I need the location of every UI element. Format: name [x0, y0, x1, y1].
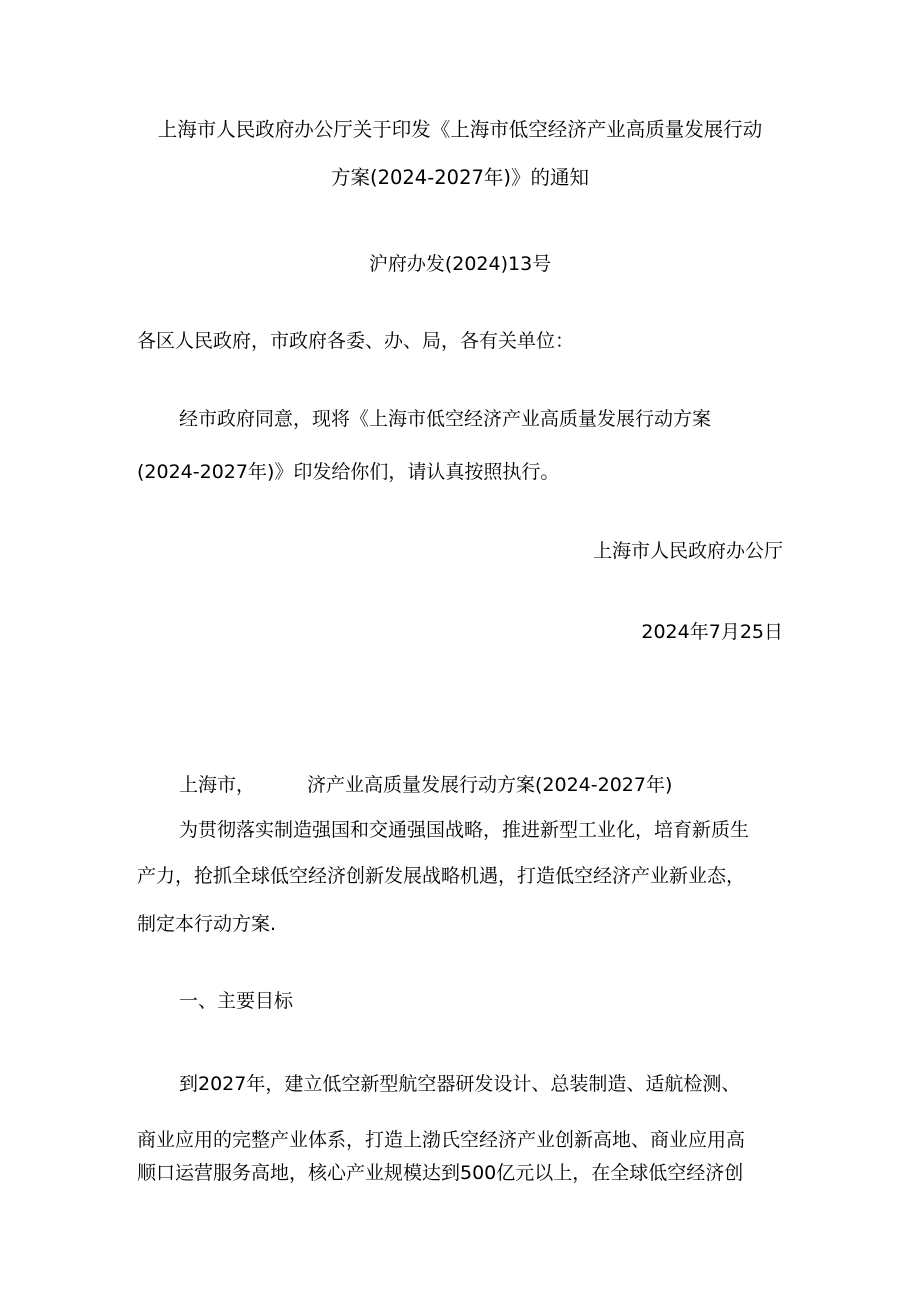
notice-title-line-1: 上海市人民政府办公厅关于印发《上海市低空经济产业高质量发展行动: [157, 118, 763, 141]
plan-intro-line-1: 为贯彻落实制造强国和交通强国战略，推进新型工业化，培育新质生: [179, 819, 750, 841]
document-number: 沪府办发(2024)13号: [368, 253, 552, 275]
goal-paragraph-line-3: 顺口运营服务高地，核心产业规模达到500亿元以上，在全球低空经济创: [137, 1162, 744, 1184]
plan-intro-line-3: 制定本行动方案.: [137, 913, 277, 935]
issuer-signature: 上海市人民政府办公厅: [592, 540, 783, 562]
plan-intro-line-2: 产力，抢抓全球低空经济创新发展战略机遇，打造低空经济产业新业态，: [137, 865, 746, 887]
issue-date: 2024年7月25日: [641, 621, 783, 643]
section-heading-main-goals: 一、主要目标: [179, 990, 294, 1012]
notice-body-line-2: (2024-2027年)》印发给你们，请认真按照执行。: [137, 461, 560, 483]
notice-body-line-1: 经市政府同意，现将《上海市低空经济产业高质量发展行动方案: [179, 408, 712, 430]
plan-heading-part-2: 济产业高质量发展行动方案(2024-2027年): [307, 774, 673, 796]
plan-heading-part-1: 上海市，: [179, 774, 256, 796]
goal-paragraph-line-1: 到2027年，建立低空新型航空器研发设计、总装制造、适航检测、: [179, 1073, 741, 1095]
notice-title-line-2: 方案(2024-2027年)》的通知: [330, 166, 589, 189]
salutation: 各区人民政府，市政府各委、办、局，各有关单位：: [137, 330, 575, 352]
goal-paragraph-line-2: 商业应用的完整产业体系，打造上渤氏空经济产业创新高地、商业应用高: [137, 1129, 746, 1151]
